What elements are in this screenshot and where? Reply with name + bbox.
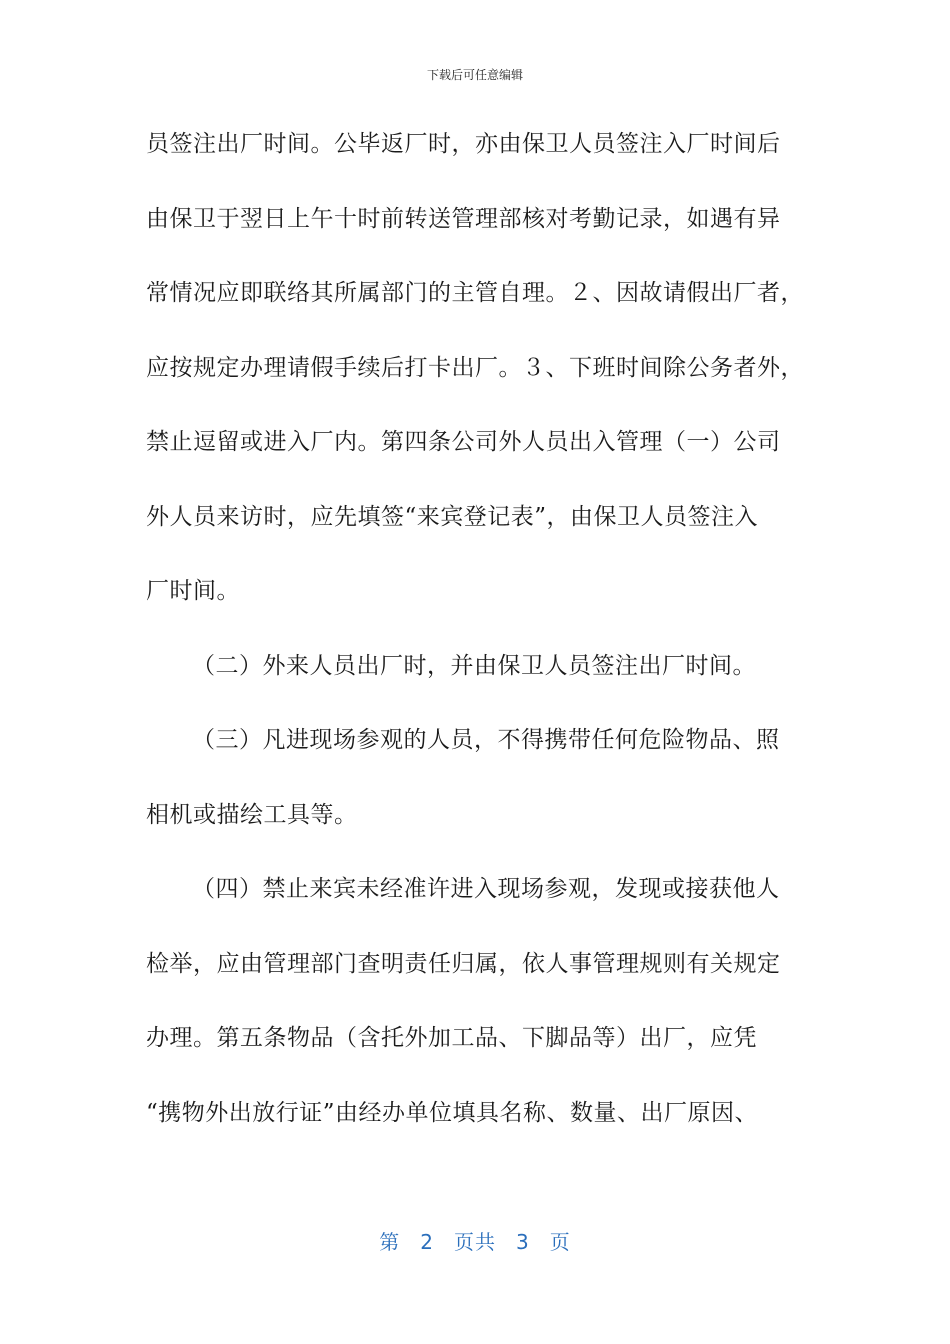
text-line: 员签注出厂时间。公毕返厂时，亦由保卫人员签注入厂时间后 [146, 131, 781, 157]
text-line: 常情况应即联络其所属部门的主管自理。２、因故请假出厂者， [146, 280, 804, 306]
text-line: （三）凡进现场参观的人员，不得携带任何危险物品、照 [192, 727, 780, 753]
page-footer [0, 1226, 950, 1255]
footer-middle: 页共 [454, 1230, 496, 1254]
text-line: 由保卫于翌日上午十时前转送管理部核对考勤记录，如遇有异 [146, 205, 781, 232]
text-line: “携物外出放行证”由经办单位填具名称、数量、出厂原因、 [146, 1099, 759, 1126]
page-header: 下载后可任意编辑 [426, 68, 523, 82]
current-page-number: 2 [420, 1230, 434, 1254]
text-line: 禁止逗留或进入厂内。第四条公司外人员出入管理（一）公司 [146, 429, 781, 455]
document-body [146, 118, 806, 1161]
footer-prefix: 第 [379, 1230, 401, 1254]
text-line: 检举，应由管理部门查明责任归属，依人事管理规则有关规定 [146, 950, 781, 977]
text-line: 办理。第五条物品（含托外加工品、下脚品等）出厂，应凭 [146, 1025, 757, 1051]
text-line: 应按规定办理请假手续后打卡出厂。３、下班时间除公务者外， [146, 354, 804, 381]
text-line: 外人员来访时，应先填签“来宾登记表”，由保卫人员签注入 [146, 503, 759, 530]
text-line: 厂时间。 [146, 578, 240, 604]
text-line: 相机或描绘工具等。 [146, 801, 358, 828]
total-pages-number: 3 [516, 1230, 530, 1254]
text-line: （四）禁止来宾未经准许进入现场参观，发现或接获他人 [192, 876, 780, 902]
footer-suffix: 页 [549, 1230, 571, 1254]
text-line: （二）外来人员出厂时，并由保卫人员签注出厂时间。 [192, 652, 756, 679]
